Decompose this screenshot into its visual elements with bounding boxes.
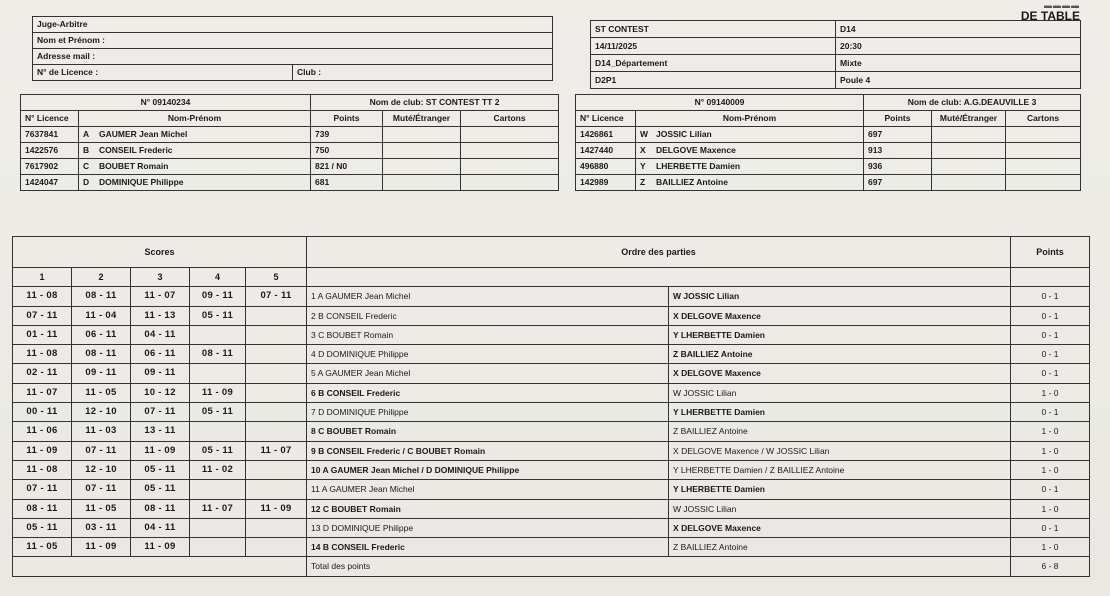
player-licence: 7617902 [21, 159, 79, 175]
total-spacer [13, 557, 307, 576]
match-row [13, 364, 1090, 383]
set-score[interactable]: 11 - 09 [13, 441, 72, 460]
set-score[interactable]: 11 - 02 [190, 460, 246, 479]
player-name-text: GAUMER Jean Michel [99, 129, 188, 139]
set-score[interactable]: 08 - 11 [72, 345, 131, 364]
set-score[interactable]: 05 - 11 [131, 480, 190, 499]
match-row [13, 345, 1090, 364]
home-player: 13 D DOMINIQUE Philippe [307, 518, 669, 537]
match-row [13, 441, 1090, 460]
set-score[interactable]: 08 - 11 [13, 499, 72, 518]
player-cards[interactable] [461, 127, 559, 143]
set-score[interactable]: 11 - 07 [246, 441, 307, 460]
match-info-row [591, 38, 1081, 55]
set-number: 5 [246, 268, 307, 287]
match-row [13, 538, 1090, 557]
set-score[interactable]: 11 - 03 [72, 422, 131, 441]
player-letter: D [83, 177, 90, 187]
away-player: Z BAILLIEZ Antoine [669, 538, 1011, 557]
player-transfer[interactable] [383, 159, 461, 175]
match-row [13, 287, 1090, 306]
match-points: 0 - 1 [1011, 287, 1090, 306]
set-score[interactable] [246, 518, 307, 537]
match-points: 1 - 0 [1011, 499, 1090, 518]
match-points: 0 - 1 [1011, 518, 1090, 537]
referee-licence-field[interactable]: N° de Licence : [33, 65, 293, 81]
set-score[interactable] [246, 325, 307, 344]
player-row [576, 159, 1081, 175]
set-score[interactable]: 11 - 07 [131, 287, 190, 306]
away-player: W JOSSIC Lilian [669, 383, 1011, 402]
match-results-table [12, 236, 1090, 577]
set-score[interactable]: 01 - 11 [13, 325, 72, 344]
set-number: 2 [72, 268, 131, 287]
match-info-row [591, 55, 1081, 72]
player-cards[interactable] [1006, 175, 1081, 191]
total-value: 6 - 8 [1011, 557, 1090, 576]
player-row [21, 159, 559, 175]
away-player: Y LHERBETTE Damien / Z BAILLIEZ Antoine [669, 460, 1011, 479]
match-row [13, 403, 1090, 422]
set-score[interactable] [190, 518, 246, 537]
home-player: 12 C BOUBET Romain [307, 499, 669, 518]
set-score[interactable]: 03 - 11 [72, 518, 131, 537]
referee-row [33, 65, 553, 81]
home-player: 3 C BOUBET Romain [307, 325, 669, 344]
player-points: 821 / N0 [311, 159, 383, 175]
referee-table [32, 16, 553, 81]
set-score[interactable] [246, 306, 307, 325]
away-player: Z BAILLIEZ Antoine [669, 422, 1011, 441]
match-row [13, 306, 1090, 325]
division: D14 [836, 21, 1081, 38]
match-header-row [13, 237, 1090, 268]
player-licence: 496880 [576, 159, 636, 175]
away-player: W JOSSIC Lilian [669, 499, 1011, 518]
player-licence: 1426861 [576, 127, 636, 143]
corner-title: ▬▬▬▬ DE TABLE [1020, 1, 1080, 23]
match-points: 0 - 1 [1011, 345, 1090, 364]
team-header-row [576, 95, 1081, 111]
set-score[interactable]: 11 - 05 [13, 538, 72, 557]
total-label: Total des points [307, 557, 1011, 576]
set-score[interactable]: 11 - 07 [13, 383, 72, 402]
set-score[interactable]: 12 - 10 [72, 460, 131, 479]
col-transfer: Muté/Étranger [383, 111, 461, 127]
referee-email-field[interactable]: Adresse mail : [33, 49, 553, 65]
match-row [13, 499, 1090, 518]
home-player: 1 A GAUMER Jean Michel [307, 287, 669, 306]
match-row [13, 422, 1090, 441]
col-name: Nom-Prénom [79, 111, 311, 127]
order-subheader [307, 268, 1011, 287]
set-score[interactable]: 07 - 11 [13, 480, 72, 499]
match-row [13, 325, 1090, 344]
set-score[interactable]: 11 - 09 [131, 538, 190, 557]
set-score[interactable]: 09 - 11 [72, 364, 131, 383]
match-points: 1 - 0 [1011, 460, 1090, 479]
player-row [21, 175, 559, 191]
match-points: 1 - 0 [1011, 538, 1090, 557]
team-number: N° 09140234 [21, 95, 311, 111]
player-transfer[interactable] [932, 143, 1006, 159]
set-score[interactable]: 05 - 11 [190, 441, 246, 460]
match-points: 0 - 1 [1011, 403, 1090, 422]
player-name-text: DELGOVE Maxence [656, 145, 736, 155]
player-cards[interactable] [461, 159, 559, 175]
match-row [13, 383, 1090, 402]
set-score[interactable]: 11 - 08 [13, 345, 72, 364]
set-score[interactable]: 05 - 11 [13, 518, 72, 537]
player-name [636, 159, 864, 175]
set-score[interactable] [190, 364, 246, 383]
match-points: 0 - 1 [1011, 364, 1090, 383]
home-player: 14 B CONSEIL Frederic [307, 538, 669, 557]
player-points: 697 [864, 175, 932, 191]
player-licence: 1424047 [21, 175, 79, 191]
set-score[interactable]: 08 - 11 [131, 499, 190, 518]
competition-name: ST CONTEST [591, 21, 836, 38]
match-time: 20:30 [836, 38, 1081, 55]
player-name [636, 143, 864, 159]
match-info-row [591, 72, 1081, 89]
home-player: 7 D DOMINIQUE Philippe [307, 403, 669, 422]
set-score[interactable] [246, 345, 307, 364]
player-name-text: LHERBETTE Damien [656, 161, 741, 171]
set-score[interactable] [246, 403, 307, 422]
referee-row [33, 49, 553, 65]
player-transfer[interactable] [383, 143, 461, 159]
col-points: Points [864, 111, 932, 127]
home-player: 4 D DOMINIQUE Philippe [307, 345, 669, 364]
set-score[interactable]: 05 - 11 [190, 306, 246, 325]
player-row [21, 127, 559, 143]
category: Mixte [836, 55, 1081, 72]
team-club: Nom de club: ST CONTEST TT 2 [311, 95, 559, 111]
column-header-row [21, 111, 559, 127]
match-row [13, 480, 1090, 499]
match-points: 1 - 0 [1011, 383, 1090, 402]
col-cards: Cartons [1006, 111, 1081, 127]
set-score[interactable]: 11 - 08 [13, 460, 72, 479]
player-row [576, 143, 1081, 159]
set-score[interactable]: 11 - 09 [246, 499, 307, 518]
player-cards[interactable] [1006, 159, 1081, 175]
away-player: Y LHERBETTE Damien [669, 325, 1011, 344]
player-name [79, 175, 311, 191]
player-points: 913 [864, 143, 932, 159]
player-cards[interactable] [1006, 127, 1081, 143]
set-score[interactable]: 09 - 11 [190, 287, 246, 306]
set-score[interactable]: 02 - 11 [13, 364, 72, 383]
player-licence: 142989 [576, 175, 636, 191]
col-points: Points [311, 111, 383, 127]
player-points: 750 [311, 143, 383, 159]
team-number: N° 09140009 [576, 95, 864, 111]
set-score[interactable]: 11 - 09 [72, 538, 131, 557]
player-name-text: BOUBET Romain [99, 161, 169, 171]
set-score[interactable]: 11 - 08 [13, 287, 72, 306]
set-number: 4 [190, 268, 246, 287]
set-score[interactable]: 12 - 10 [72, 403, 131, 422]
set-number-row [13, 268, 1090, 287]
set-score[interactable]: 07 - 11 [72, 441, 131, 460]
set-score[interactable] [190, 538, 246, 557]
player-letter: A [83, 129, 90, 139]
player-name-text: DOMINIQUE Philippe [99, 177, 184, 187]
phase: D2P1 [591, 72, 836, 89]
team-b-table [575, 94, 1081, 191]
player-name [79, 143, 311, 159]
player-letter: Z [640, 177, 646, 187]
player-letter: C [83, 161, 90, 171]
player-licence: 7637841 [21, 127, 79, 143]
set-score[interactable]: 11 - 05 [72, 499, 131, 518]
referee-row [33, 33, 553, 49]
points-subheader [1011, 268, 1090, 287]
player-transfer[interactable] [932, 127, 1006, 143]
player-name [636, 127, 864, 143]
set-score[interactable]: 04 - 11 [131, 518, 190, 537]
match-row [13, 460, 1090, 479]
away-player: X DELGOVE Maxence [669, 306, 1011, 325]
set-score[interactable]: 11 - 13 [131, 306, 190, 325]
set-score[interactable] [246, 364, 307, 383]
set-score[interactable]: 11 - 06 [13, 422, 72, 441]
home-player: 8 C BOUBET Romain [307, 422, 669, 441]
away-player: Y LHERBETTE Damien [669, 480, 1011, 499]
match-points: 0 - 1 [1011, 480, 1090, 499]
player-points: 681 [311, 175, 383, 191]
set-score[interactable]: 13 - 11 [131, 422, 190, 441]
referee-row [33, 17, 553, 33]
player-name-text: BAILLIEZ Antoine [656, 177, 728, 187]
team-club: Nom de club: A.G.DEAUVILLE 3 [864, 95, 1081, 111]
pool: Poule 4 [836, 72, 1081, 89]
player-name [636, 175, 864, 191]
set-score[interactable]: 05 - 11 [190, 403, 246, 422]
set-score[interactable]: 11 - 09 [131, 441, 190, 460]
match-date: 14/11/2025 [591, 38, 836, 55]
player-transfer[interactable] [383, 127, 461, 143]
scores-header: Scores [13, 237, 307, 268]
col-name: Nom-Prénom [636, 111, 864, 127]
team-a-table [20, 94, 559, 191]
order-header: Ordre des parties [307, 237, 1011, 268]
set-score[interactable]: 00 - 11 [13, 403, 72, 422]
home-player: 6 B CONSEIL Frederic [307, 383, 669, 402]
set-score[interactable] [246, 422, 307, 441]
set-score[interactable]: 04 - 11 [131, 325, 190, 344]
player-points: 936 [864, 159, 932, 175]
corner-title-text: DE TABLE [1020, 9, 1080, 23]
match-row [13, 518, 1090, 537]
set-number: 1 [13, 268, 72, 287]
player-transfer[interactable] [932, 159, 1006, 175]
team-header-row [21, 95, 559, 111]
set-score[interactable]: 07 - 11 [72, 480, 131, 499]
set-score[interactable]: 06 - 11 [131, 345, 190, 364]
away-player: W JOSSIC Lilian [669, 287, 1011, 306]
player-transfer[interactable] [383, 175, 461, 191]
set-score[interactable]: 08 - 11 [72, 287, 131, 306]
set-score[interactable] [246, 480, 307, 499]
away-player: Z BAILLIEZ Antoine [669, 345, 1011, 364]
match-info-table [590, 20, 1081, 89]
player-name-text: JOSSIC Lilian [656, 129, 712, 139]
set-score[interactable]: 07 - 11 [246, 287, 307, 306]
player-letter: Y [640, 161, 646, 171]
home-player: 2 B CONSEIL Frederic [307, 306, 669, 325]
player-letter: B [83, 145, 90, 155]
player-points: 739 [311, 127, 383, 143]
player-cards[interactable] [461, 175, 559, 191]
player-name-text: CONSEIL Frederic [99, 145, 173, 155]
player-cards[interactable] [461, 143, 559, 159]
player-licence: 1427440 [576, 143, 636, 159]
total-row [13, 557, 1090, 576]
set-score[interactable] [190, 480, 246, 499]
col-licence: N° Licence [21, 111, 79, 127]
col-transfer: Muté/Étranger [932, 111, 1006, 127]
set-score[interactable] [190, 422, 246, 441]
set-score[interactable]: 09 - 11 [131, 364, 190, 383]
home-player: 11 A GAUMER Jean Michel [307, 480, 669, 499]
match-points: 1 - 0 [1011, 422, 1090, 441]
away-player: X DELGOVE Maxence / W JOSSIC Lilian [669, 441, 1011, 460]
set-score[interactable]: 05 - 11 [131, 460, 190, 479]
player-licence: 1422576 [21, 143, 79, 159]
set-score[interactable] [246, 538, 307, 557]
set-score[interactable] [190, 325, 246, 344]
referee-label: Juge-Arbitre [33, 17, 553, 33]
player-cards[interactable] [1006, 143, 1081, 159]
away-player: Y LHERBETTE Damien [669, 403, 1011, 422]
player-points: 697 [864, 127, 932, 143]
match-info-row [591, 21, 1081, 38]
player-letter: X [640, 145, 646, 155]
player-transfer[interactable] [932, 175, 1006, 191]
set-score[interactable]: 07 - 11 [13, 306, 72, 325]
set-score[interactable]: 06 - 11 [72, 325, 131, 344]
referee-name-field[interactable]: Nom et Prénom : [33, 33, 553, 49]
set-score[interactable]: 11 - 09 [190, 383, 246, 402]
set-score[interactable]: 10 - 12 [131, 383, 190, 402]
set-score[interactable]: 07 - 11 [131, 403, 190, 422]
set-number: 3 [131, 268, 190, 287]
set-score[interactable]: 08 - 11 [190, 345, 246, 364]
home-player: 10 A GAUMER Jean Michel / D DOMINIQUE Philippe [307, 460, 669, 479]
player-row [576, 175, 1081, 191]
referee-club-field[interactable]: Club : [293, 65, 553, 81]
championship: D14_Département [591, 55, 836, 72]
match-points: 1 - 0 [1011, 441, 1090, 460]
set-score[interactable]: 11 - 04 [72, 306, 131, 325]
away-player: X DELGOVE Maxence [669, 518, 1011, 537]
points-header: Points [1011, 237, 1090, 268]
player-row [576, 127, 1081, 143]
match-points: 0 - 1 [1011, 306, 1090, 325]
home-player: 9 B CONSEIL Frederic / C BOUBET Romain [307, 441, 669, 460]
set-score[interactable]: 11 - 07 [190, 499, 246, 518]
col-cards: Cartons [461, 111, 559, 127]
col-licence: N° Licence [576, 111, 636, 127]
set-score[interactable] [246, 460, 307, 479]
set-score[interactable]: 11 - 05 [72, 383, 131, 402]
player-name [79, 127, 311, 143]
away-player: X DELGOVE Maxence [669, 364, 1011, 383]
match-points: 0 - 1 [1011, 325, 1090, 344]
player-name [79, 159, 311, 175]
player-letter: W [640, 129, 649, 139]
set-score[interactable] [246, 383, 307, 402]
home-player: 5 A GAUMER Jean Michel [307, 364, 669, 383]
player-row [21, 143, 559, 159]
column-header-row [576, 111, 1081, 127]
